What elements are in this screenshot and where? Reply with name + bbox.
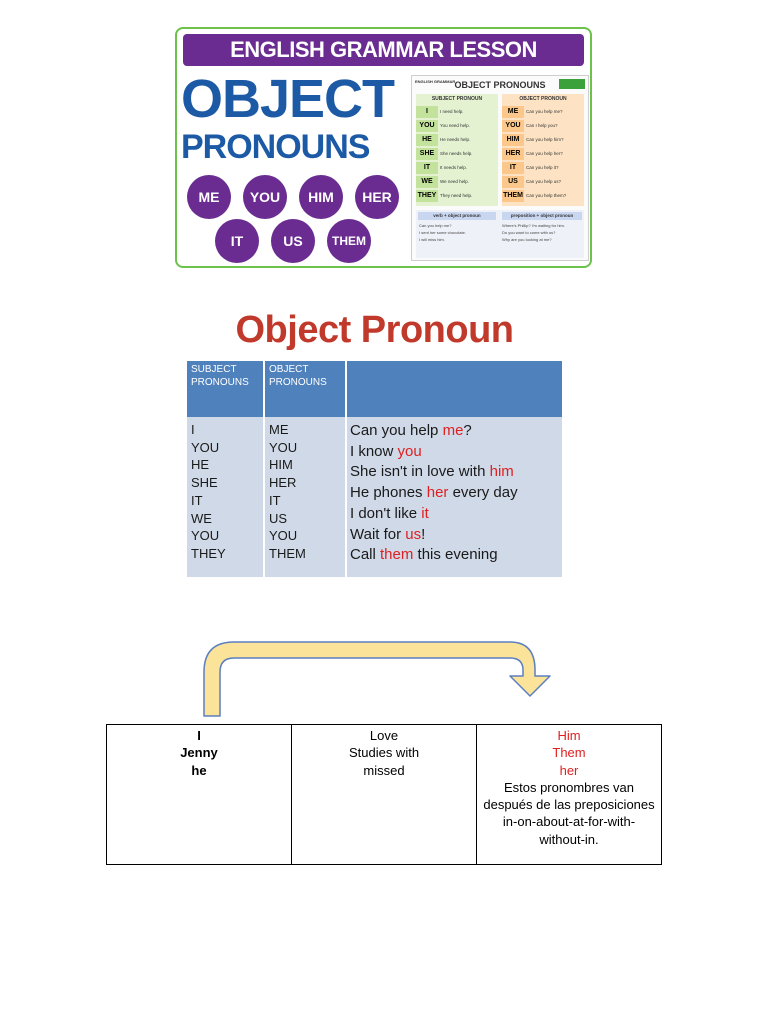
note-line: después de las preposiciones bbox=[483, 797, 655, 813]
mini-row bbox=[502, 190, 584, 203]
mini-example: He needs help. bbox=[440, 137, 471, 142]
mini-pronoun: YOU bbox=[502, 120, 524, 132]
cell-line: Him bbox=[557, 728, 581, 743]
subject-pronoun: THEY bbox=[191, 545, 226, 561]
cell-line: missed bbox=[363, 762, 405, 778]
mini-pronoun: SHE bbox=[416, 148, 438, 160]
example-sentence: I don't like it bbox=[350, 504, 429, 522]
subject-pronoun: YOU bbox=[191, 439, 220, 455]
mini-object-column bbox=[502, 94, 584, 206]
mini-row bbox=[502, 162, 584, 175]
object-pronouns-header bbox=[269, 363, 327, 389]
mini-title: OBJECT PRONOUNS bbox=[454, 80, 546, 90]
highlighted-pronoun: us bbox=[405, 525, 422, 543]
highlighted-pronoun: me bbox=[442, 422, 464, 439]
cell-line: Jenny bbox=[180, 745, 218, 761]
mini-usage-box bbox=[416, 210, 584, 258]
pronoun-circle: HIM bbox=[299, 175, 343, 219]
mini-badge bbox=[559, 79, 585, 89]
highlighted-pronoun: you bbox=[397, 442, 422, 460]
cell-line: her bbox=[559, 762, 579, 778]
example-sentence: Call them this evening bbox=[350, 546, 498, 564]
subject-pronoun: WE bbox=[191, 510, 212, 526]
poster-banner: ENGLISH GRAMMAR LESSON bbox=[183, 34, 584, 66]
example-sentence: She isn't in love with him bbox=[350, 463, 514, 481]
mini-usage-line: Why are you looking at me? bbox=[502, 237, 552, 242]
pronoun-circle: US bbox=[271, 219, 315, 263]
poster-title-pronouns: PRONOUNS bbox=[181, 128, 370, 166]
object-cell bbox=[477, 725, 661, 864]
poster-image bbox=[175, 27, 592, 268]
example-sentence: He phones her every day bbox=[350, 484, 518, 502]
mini-logo: ENGLISH GRAMMAR bbox=[415, 79, 456, 84]
mini-pronoun: WE bbox=[416, 176, 438, 188]
mini-usage-line: Where's Phillip? I'm waiting for him. bbox=[502, 223, 565, 228]
subject-pronoun: IT bbox=[191, 492, 203, 508]
mini-usage-line: Do you want to come with us? bbox=[502, 230, 556, 235]
subject-cell bbox=[107, 725, 292, 864]
cell-line: Studies with bbox=[348, 745, 420, 761]
mini-row bbox=[502, 148, 584, 161]
column-divider bbox=[263, 361, 265, 577]
subject-pronoun: YOU bbox=[191, 528, 220, 544]
mini-subject-header: SUBJECT PRONOUN bbox=[431, 96, 483, 102]
verb-cell bbox=[292, 725, 477, 864]
mini-row bbox=[416, 134, 498, 147]
example-sentence: Can you help me? bbox=[350, 422, 472, 439]
mini-row bbox=[416, 190, 498, 203]
mini-row bbox=[416, 106, 498, 119]
mini-example: It needs help. bbox=[440, 165, 468, 170]
subject-pronoun-list bbox=[191, 421, 226, 563]
mini-preposition-header: preposition + object pronoun bbox=[502, 212, 582, 220]
mini-usage-line: Can you help me? bbox=[419, 223, 452, 228]
curved-arrow-icon bbox=[190, 630, 570, 722]
mini-pronoun: HER bbox=[502, 148, 524, 160]
object-pronoun: ME bbox=[269, 422, 289, 437]
object-pronoun: US bbox=[269, 510, 288, 526]
mini-pronoun: IT bbox=[416, 162, 438, 174]
mini-example: Can you help her? bbox=[526, 151, 563, 156]
mini-pronoun: THEM bbox=[502, 190, 524, 202]
mini-example: Can I help you? bbox=[526, 123, 558, 128]
mini-pronoun: HIM bbox=[502, 134, 524, 146]
cell-line: I bbox=[197, 728, 201, 743]
mini-pronoun: IT bbox=[502, 162, 524, 174]
mini-example: They need help. bbox=[440, 193, 473, 198]
mini-object-header: OBJECT PRONOUN bbox=[519, 96, 567, 102]
mini-example: Can you help me? bbox=[526, 109, 563, 114]
mini-row bbox=[416, 176, 498, 189]
example-sentence: Wait for us! bbox=[350, 525, 426, 543]
header-line: PRONOUNS bbox=[269, 377, 327, 388]
object-pronoun: THEM bbox=[269, 545, 306, 561]
pronoun-circle: HER bbox=[355, 175, 399, 219]
object-pronoun: YOU bbox=[269, 528, 298, 544]
mini-example: Can you help us? bbox=[526, 179, 562, 184]
subject-pronoun: HE bbox=[191, 457, 210, 473]
header-line: OBJECT bbox=[269, 364, 309, 375]
mini-verb-header: verb + object pronoun bbox=[418, 212, 496, 220]
cell-line: he bbox=[191, 762, 207, 778]
poster-title-object: OBJECT bbox=[181, 69, 395, 129]
highlighted-pronoun: her bbox=[426, 484, 449, 502]
subject-pronoun: I bbox=[191, 422, 195, 437]
mini-pronoun: THEY bbox=[416, 190, 438, 202]
highlighted-pronoun: him bbox=[489, 463, 514, 481]
mini-row bbox=[416, 148, 498, 161]
mini-example: You need help. bbox=[440, 123, 470, 128]
mini-usage-line: I sent her some chocolate. bbox=[419, 230, 466, 235]
pronoun-circle: YOU bbox=[243, 175, 287, 219]
highlighted-pronoun: it bbox=[421, 504, 429, 522]
example-sentence: I know you bbox=[350, 442, 422, 460]
mini-subject-column bbox=[416, 94, 498, 206]
header-line: PRONOUNS bbox=[191, 377, 249, 388]
mini-example: Can you help it? bbox=[526, 165, 559, 170]
cell-line: Love bbox=[369, 728, 399, 743]
header-line: SUBJECT bbox=[191, 364, 237, 375]
mini-row bbox=[502, 106, 584, 119]
subject-pronoun: SHE bbox=[191, 475, 218, 491]
mini-usage-line: I will miss him. bbox=[419, 237, 445, 242]
pronoun-circle: IT bbox=[215, 219, 259, 263]
object-pronoun: YOU bbox=[269, 439, 298, 455]
mini-pronoun: ME bbox=[502, 106, 524, 118]
object-pronoun-title: Object Pronoun bbox=[235, 309, 514, 351]
mini-row bbox=[502, 176, 584, 189]
cell-line: Them bbox=[552, 745, 586, 761]
pronoun-circle: THEM bbox=[327, 219, 371, 263]
mini-example: She needs help. bbox=[440, 151, 473, 156]
highlighted-pronoun: them bbox=[380, 546, 414, 564]
mini-example: Can you help them? bbox=[526, 193, 567, 198]
pronoun-circle: ME bbox=[187, 175, 231, 219]
mini-row bbox=[502, 134, 584, 147]
note-line: without-in. bbox=[539, 831, 599, 847]
mini-row bbox=[416, 162, 498, 175]
object-pronoun-table bbox=[187, 361, 562, 577]
object-pronoun: HIM bbox=[269, 457, 293, 473]
object-pronoun: IT bbox=[269, 492, 281, 508]
mini-pronoun: US bbox=[502, 176, 524, 188]
note-line: in-on-about-at-for-with- bbox=[502, 814, 636, 830]
mini-example: I need help. bbox=[440, 109, 464, 114]
note-line: Estos pronombres van bbox=[503, 779, 635, 795]
column-divider bbox=[345, 361, 347, 577]
object-pronoun-list bbox=[269, 421, 306, 563]
mini-pronoun: YOU bbox=[416, 120, 438, 132]
subject-pronouns-header bbox=[191, 363, 249, 389]
mini-row bbox=[502, 120, 584, 133]
mini-row bbox=[416, 120, 498, 133]
mini-example: Can you help him? bbox=[526, 137, 564, 142]
mini-pronoun: I bbox=[416, 106, 438, 118]
mini-chart bbox=[411, 75, 589, 261]
mini-pronoun: HE bbox=[416, 134, 438, 146]
mini-example: We need help. bbox=[440, 179, 469, 184]
pronoun-usage-table bbox=[106, 724, 662, 865]
object-pronoun: HER bbox=[269, 475, 297, 491]
